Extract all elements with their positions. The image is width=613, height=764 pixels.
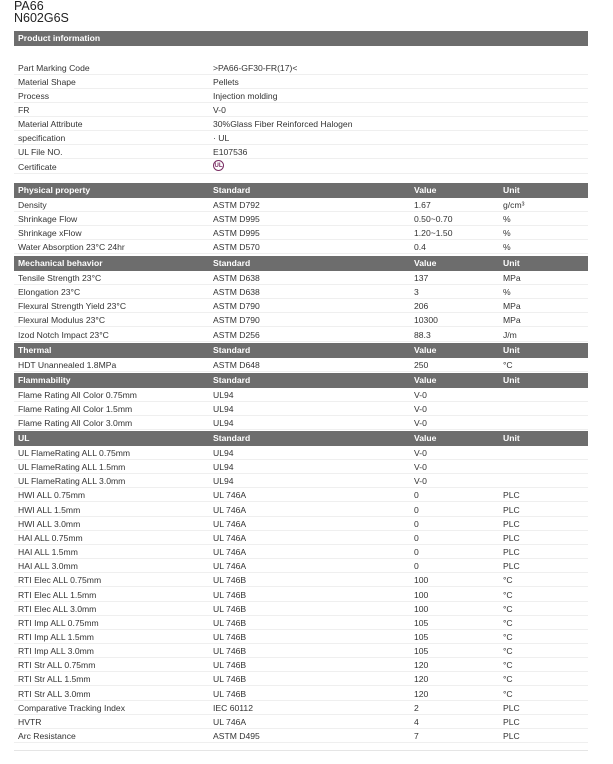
cell-standard: ASTM D790 xyxy=(213,315,260,326)
product-info-header xyxy=(14,31,588,46)
table-row xyxy=(14,658,588,672)
table-row xyxy=(14,503,588,517)
cell-unit: PLC xyxy=(503,547,520,558)
cell-value: 105 xyxy=(414,646,429,657)
product-info-label: Certificate xyxy=(18,162,57,172)
table-row xyxy=(14,531,588,545)
section-header-unit: Unit xyxy=(503,185,520,195)
cell-unit: MPa xyxy=(503,315,521,326)
section-header-standard: Standard xyxy=(213,375,251,385)
cell-standard: ASTM D790 xyxy=(213,301,260,312)
cell-property: HDT Unannealed 1.8MPa xyxy=(18,360,117,370)
cell-standard: UL94 xyxy=(213,476,234,487)
product-info-label: Material Attribute xyxy=(18,119,83,129)
cell-standard: UL 746A xyxy=(213,547,247,558)
cell-property: HVTR xyxy=(18,716,42,727)
cell-property: RTI Imp ALL 0.75mm xyxy=(18,617,99,628)
cell-unit: PLC xyxy=(503,532,520,543)
cell-unit: °C xyxy=(503,589,513,600)
product-info-value: Pellets xyxy=(213,77,239,87)
cell-property: Shrinkage xFlow xyxy=(18,228,82,239)
product-info-row xyxy=(14,61,588,75)
cell-unit: °C xyxy=(503,360,513,370)
table-row xyxy=(14,474,588,488)
cell-value: 1.20~1.50 xyxy=(414,228,453,239)
product-info-value: >PA66-GF30-FR(17)< xyxy=(213,63,298,73)
table-row xyxy=(14,488,588,502)
cell-property: HAI ALL 3.0mm xyxy=(18,561,78,572)
product-info-row xyxy=(14,103,588,117)
section-header-value: Value xyxy=(414,375,437,385)
cell-property: RTI Str ALL 3.0mm xyxy=(18,688,91,699)
cell-standard: UL94 xyxy=(213,390,234,400)
cell-unit: °C xyxy=(503,575,513,586)
table-row xyxy=(14,299,588,313)
cell-value: 0.50~0.70 xyxy=(414,214,453,225)
table-row xyxy=(14,388,588,402)
cell-property: RTI Elec ALL 3.0mm xyxy=(18,603,97,614)
cell-unit: °C xyxy=(503,617,513,628)
cell-unit: MPa xyxy=(503,301,521,312)
cell-value: 0 xyxy=(414,490,419,501)
cell-property: Elongation 23°C xyxy=(18,287,81,298)
product-info-label: specification xyxy=(18,133,66,143)
cell-value: 105 xyxy=(414,617,429,628)
cell-value: 100 xyxy=(414,575,429,586)
cell-property: HWI ALL 3.0mm xyxy=(18,518,81,529)
cell-value: 10300 xyxy=(414,315,438,326)
cell-unit: °C xyxy=(503,603,513,614)
section-header-value: Value xyxy=(414,433,437,443)
cell-value: 0 xyxy=(414,518,419,529)
cell-property: Izod Notch Impact 23°C xyxy=(18,329,109,340)
section-header-value: Value xyxy=(414,185,437,195)
product-info-label: Material Shape xyxy=(18,77,76,87)
section-header xyxy=(14,256,588,271)
product-grade: N602G6S xyxy=(14,11,69,25)
cell-standard: UL 746A xyxy=(213,561,247,572)
cell-value: 7 xyxy=(414,731,419,741)
cell-standard: UL 746B xyxy=(213,660,247,671)
cell-property: Flame Rating All Color 3.0mm xyxy=(18,418,133,429)
cell-standard: ASTM D792 xyxy=(213,200,260,210)
product-info-label: Process xyxy=(18,91,50,101)
cell-unit: % xyxy=(503,228,511,239)
cell-value: 3 xyxy=(414,287,419,298)
table-row xyxy=(14,588,588,602)
product-info-row xyxy=(14,75,588,89)
section-header xyxy=(14,183,588,198)
cell-standard: UL 746B xyxy=(213,575,247,586)
section-header-standard: Standard xyxy=(213,433,251,443)
cell-property: Flame Rating All Color 1.5mm xyxy=(18,404,133,415)
cell-property: Density xyxy=(18,200,47,210)
cell-value: 100 xyxy=(414,603,429,614)
cell-unit: % xyxy=(503,287,511,298)
cell-property: HWI ALL 0.75mm xyxy=(18,490,86,501)
cell-standard: UL 746A xyxy=(213,490,247,501)
cell-unit: % xyxy=(503,242,511,253)
table-row xyxy=(14,446,588,460)
cell-value: 0 xyxy=(414,561,419,572)
cell-standard: IEC 60112 xyxy=(213,702,253,713)
cell-standard: UL94 xyxy=(213,404,234,415)
table-row xyxy=(14,602,588,616)
section-header-unit: Unit xyxy=(503,258,520,268)
cell-property: Comparative Tracking Index xyxy=(18,702,125,713)
cell-standard: UL 746A xyxy=(213,716,247,727)
table-row xyxy=(14,573,588,587)
cell-standard: UL 746B xyxy=(213,589,247,600)
section-header-unit: Unit xyxy=(503,345,520,355)
cell-value: 2 xyxy=(414,702,419,713)
cell-property: HAI ALL 0.75mm xyxy=(18,532,83,543)
section-header-value: Value xyxy=(414,345,437,355)
cell-property: UL FlameRating ALL 1.5mm xyxy=(18,462,126,473)
product-info-value: · UL xyxy=(213,133,230,143)
cell-value: V-0 xyxy=(414,418,427,429)
section-header-property: Mechanical behavior xyxy=(18,258,103,268)
product-info-row xyxy=(14,160,588,174)
cell-value: 88.3 xyxy=(414,329,431,340)
cell-unit: MPa xyxy=(503,273,521,283)
product-info-header-label: Product information xyxy=(18,33,101,43)
product-info-value: V-0 xyxy=(213,105,226,115)
cell-value: 0 xyxy=(414,504,419,515)
product-info-row xyxy=(14,117,588,131)
table-row xyxy=(14,559,588,573)
table-row xyxy=(14,715,588,729)
table-row xyxy=(14,358,588,372)
cell-property: Water Absorption 23°C 24hr xyxy=(18,242,125,253)
table-row xyxy=(14,517,588,531)
cell-property: RTI Str ALL 0.75mm xyxy=(18,660,96,671)
cell-standard: UL 746B xyxy=(213,617,247,628)
product-info-value: E107536 xyxy=(213,147,248,157)
table-row xyxy=(14,328,588,342)
cell-unit: °C xyxy=(503,631,513,642)
cell-unit: PLC xyxy=(503,702,520,713)
cell-unit: g/cm³ xyxy=(503,200,525,210)
section-header-standard: Standard xyxy=(213,345,251,355)
cell-standard: UL 746B xyxy=(213,688,247,699)
cell-standard: UL 746A xyxy=(213,504,247,515)
cell-standard: ASTM D638 xyxy=(213,273,260,283)
table-row xyxy=(14,545,588,559)
cell-value: V-0 xyxy=(414,476,427,487)
section-header-value: Value xyxy=(414,258,437,268)
product-info-row xyxy=(14,145,588,159)
table-row xyxy=(14,729,588,743)
table-row xyxy=(14,616,588,630)
cell-unit: PLC xyxy=(503,716,520,727)
section-header-property: Flammability xyxy=(18,375,71,385)
table-row xyxy=(14,313,588,327)
cell-unit: PLC xyxy=(503,490,520,501)
cell-property: RTI Str ALL 1.5mm xyxy=(18,674,91,685)
bottom-divider xyxy=(14,750,588,751)
product-info-value: Injection molding xyxy=(213,91,278,101)
cell-value: V-0 xyxy=(414,404,427,415)
cell-standard: UL 746A xyxy=(213,518,247,529)
cell-property: HAI ALL 1.5mm xyxy=(18,547,78,558)
cell-standard: ASTM D570 xyxy=(213,242,260,253)
cell-property: Flexural Strength Yield 23°C xyxy=(18,301,127,312)
cell-standard: ASTM D995 xyxy=(213,228,260,239)
cell-property: HWI ALL 1.5mm xyxy=(18,504,81,515)
cell-standard: ASTM D638 xyxy=(213,287,260,298)
table-row xyxy=(14,672,588,686)
cell-standard: UL 746B xyxy=(213,646,247,657)
table-row xyxy=(14,212,588,226)
cell-value: 0 xyxy=(414,532,419,543)
cell-standard: ASTM D648 xyxy=(213,360,260,370)
section-header-standard: Standard xyxy=(213,258,251,268)
cell-value: V-0 xyxy=(414,448,427,458)
table-row xyxy=(14,701,588,715)
cell-property: RTI Imp ALL 3.0mm xyxy=(18,646,94,657)
table-row xyxy=(14,226,588,240)
table-row xyxy=(14,402,588,416)
cell-value: 0 xyxy=(414,547,419,558)
cell-unit: PLC xyxy=(503,504,520,515)
cell-standard: ASTM D495 xyxy=(213,731,260,741)
cell-property: RTI Elec ALL 0.75mm xyxy=(18,575,102,586)
product-info-row xyxy=(14,89,588,103)
cell-property: Flame Rating All Color 0.75mm xyxy=(18,390,137,400)
cell-value: 206 xyxy=(414,301,429,312)
cell-standard: UL 746B xyxy=(213,631,247,642)
cell-property: Shrinkage Flow xyxy=(18,214,78,225)
cell-standard: ASTM D256 xyxy=(213,329,260,340)
cell-standard: ASTM D995 xyxy=(213,214,260,225)
product-info-label: UL File NO. xyxy=(18,147,63,157)
cell-value: 1.67 xyxy=(414,200,431,210)
cell-value: V-0 xyxy=(414,462,427,473)
table-row xyxy=(14,285,588,299)
product-info-label: FR xyxy=(18,105,30,115)
table-row xyxy=(14,460,588,474)
cell-value: 120 xyxy=(414,660,429,671)
cell-property: Flexural Modulus 23°C xyxy=(18,315,106,326)
cell-property: Arc Resistance xyxy=(18,731,76,741)
cell-value: V-0 xyxy=(414,390,427,400)
cell-property: RTI Elec ALL 1.5mm xyxy=(18,589,97,600)
cell-property: UL FlameRating ALL 0.75mm xyxy=(18,448,131,458)
table-row xyxy=(14,240,588,254)
table-row xyxy=(14,271,588,285)
ul-certification-logo: UL xyxy=(213,160,224,171)
cell-unit: % xyxy=(503,214,511,225)
table-row xyxy=(14,198,588,212)
cell-unit: J/m xyxy=(503,329,517,340)
section-header-property: Thermal xyxy=(18,345,52,355)
cell-value: 137 xyxy=(414,273,429,283)
cell-property: UL FlameRating ALL 3.0mm xyxy=(18,476,126,487)
cell-value: 120 xyxy=(414,674,429,685)
cell-standard: UL94 xyxy=(213,448,234,458)
product-info-value: 30%Glass Fiber Reinforced Halogen xyxy=(213,119,353,129)
cell-value: 250 xyxy=(414,360,429,370)
table-row xyxy=(14,687,588,701)
cell-unit: °C xyxy=(503,688,513,699)
cell-value: 120 xyxy=(414,688,429,699)
table-row xyxy=(14,416,588,430)
cell-standard: UL 746A xyxy=(213,532,247,543)
section-header-property: UL xyxy=(18,433,30,443)
cell-standard: UL94 xyxy=(213,462,234,473)
cell-value: 4 xyxy=(414,716,419,727)
cell-standard: UL94 xyxy=(213,418,234,429)
section-header xyxy=(14,431,588,446)
cell-value: 100 xyxy=(414,589,429,600)
cell-unit: °C xyxy=(503,660,513,671)
cell-property: Tensile Strength 23°C xyxy=(18,273,102,283)
cell-unit: PLC xyxy=(503,561,520,572)
product-info-label: Part Marking Code xyxy=(18,63,90,73)
section-header xyxy=(14,343,588,358)
cell-unit: PLC xyxy=(503,518,520,529)
table-row xyxy=(14,630,588,644)
cell-value: 105 xyxy=(414,631,429,642)
section-header xyxy=(14,373,588,388)
section-header-standard: Standard xyxy=(213,185,251,195)
cell-standard: UL 746B xyxy=(213,674,247,685)
table-row xyxy=(14,644,588,658)
section-header-unit: Unit xyxy=(503,433,520,443)
cell-unit: PLC xyxy=(503,731,520,741)
cell-unit: °C xyxy=(503,674,513,685)
cell-unit: °C xyxy=(503,646,513,657)
cell-standard: UL 746B xyxy=(213,603,247,614)
section-header-property: Physical property xyxy=(18,185,91,195)
cell-value: 0.4 xyxy=(414,242,426,253)
product-info-row xyxy=(14,131,588,145)
product-title: PA66 xyxy=(14,0,44,13)
section-header-unit: Unit xyxy=(503,375,520,385)
cell-property: RTI Imp ALL 1.5mm xyxy=(18,631,94,642)
